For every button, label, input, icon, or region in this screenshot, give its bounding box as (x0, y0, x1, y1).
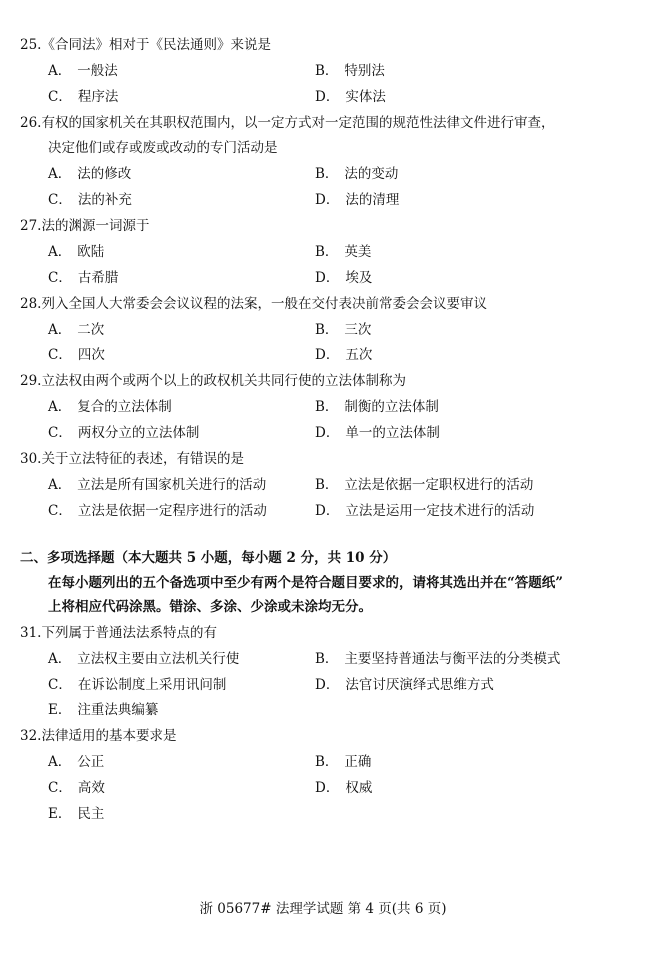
section-heading: 二、多项选择题（本大题共 5 小题，每小题 2 分，共 10 分） (20, 550, 397, 566)
option-text: 程序法 (77, 89, 119, 105)
option-text: 法的变动 (344, 166, 399, 182)
option-text: 二次 (77, 322, 105, 338)
option-text: 正确 (344, 754, 372, 770)
option-text: 法官讨厌演绎式思维方式 (345, 677, 494, 693)
option-e (48, 805, 104, 823)
question-number: 25. (20, 37, 42, 53)
question-stem (20, 114, 554, 132)
option-text: 欧陆 (77, 244, 105, 260)
option-b (315, 243, 371, 261)
option-c (48, 779, 105, 797)
option-text: 实体法 (345, 89, 386, 105)
option-letter: A． (48, 166, 72, 182)
option-b (315, 476, 533, 494)
section-instructions: 在每小题列出的五个备选项中至少有两个是符合题目要求的，请将其选出并在“答题纸” (48, 575, 564, 591)
option-b (315, 62, 385, 80)
option-letter: B． (315, 166, 339, 182)
option-d (315, 346, 372, 364)
option-letter: B． (315, 244, 339, 260)
option-a (48, 165, 131, 183)
option-c (48, 346, 105, 364)
option-text: 立法是所有国家机关进行的活动 (77, 477, 267, 493)
option-text: 高效 (77, 780, 105, 796)
option-text: 法的修改 (77, 166, 132, 182)
option-text: 立法是依据一定职权进行的活动 (344, 477, 534, 493)
option-letter: C． (48, 270, 72, 286)
option-text: 立法权主要由立法机关行使 (77, 651, 240, 667)
option-d (315, 88, 386, 106)
option-letter: C． (48, 503, 72, 519)
option-d (315, 191, 399, 209)
option-d (315, 269, 372, 287)
option-text: 公正 (77, 754, 105, 770)
option-a (48, 398, 172, 416)
question-number: 31. (20, 625, 42, 641)
option-text: 埃及 (345, 270, 373, 286)
option-letter: C． (48, 192, 72, 208)
option-b (315, 753, 371, 771)
question-text: 立法权由两个或两个以上的政权机关共同行使的立法体制称为 (41, 373, 406, 389)
option-text: 特别法 (344, 63, 385, 79)
question-stem (20, 624, 217, 642)
option-a (48, 321, 104, 339)
option-text: 古希腊 (77, 270, 119, 286)
option-d (315, 779, 372, 797)
option-letter: C． (48, 89, 72, 105)
option-c (48, 676, 226, 694)
option-letter: E． (48, 702, 72, 718)
option-letter: B． (315, 651, 339, 667)
option-a (48, 476, 266, 494)
option-letter: B． (315, 754, 339, 770)
option-letter: B． (315, 322, 339, 338)
option-letter: B． (315, 63, 339, 79)
option-e (48, 701, 158, 719)
option-d (315, 424, 440, 442)
option-text: 法的补充 (77, 192, 132, 208)
option-text: 主要坚持普通法与衡平法的分类模式 (344, 651, 561, 667)
option-letter: D． (315, 677, 340, 693)
question-stem (20, 727, 176, 745)
question-stem (20, 450, 244, 468)
option-text: 注重法典编纂 (77, 702, 159, 718)
question-stem (20, 372, 406, 390)
option-text: 三次 (344, 322, 372, 338)
option-letter: A． (48, 754, 72, 770)
option-text: 英美 (344, 244, 372, 260)
question-number: 28. (20, 296, 42, 312)
option-letter: B． (315, 399, 339, 415)
option-letter: A． (48, 651, 72, 667)
section-instructions-continued: 上将相应代码涂黑。错涂、多涂、少涂或未涂均无分。 (48, 599, 372, 615)
option-text: 四次 (77, 347, 105, 363)
option-text: 两权分立的立法体制 (77, 425, 200, 441)
option-a (48, 243, 104, 261)
question-number: 26. (20, 115, 42, 131)
option-d (315, 676, 494, 694)
option-text: 在诉讼制度上采用讯问制 (77, 677, 227, 693)
option-letter: A． (48, 399, 72, 415)
question-text: 列入全国人大常委会会议议程的法案，一般在交付表决前常委会会议要审议 (41, 296, 487, 312)
option-d (315, 502, 534, 520)
option-c (48, 502, 267, 520)
option-letter: A． (48, 477, 72, 493)
question-number: 32. (20, 728, 42, 744)
option-c (48, 269, 118, 287)
option-letter: C． (48, 425, 72, 441)
option-a (48, 650, 239, 668)
option-text: 立法是运用一定技术进行的活动 (345, 503, 535, 519)
option-letter: A． (48, 322, 72, 338)
option-letter: D． (315, 192, 340, 208)
question-text: 法的渊源一词源于 (41, 218, 150, 234)
option-letter: D． (315, 89, 340, 105)
option-c (48, 191, 132, 209)
option-letter: D． (315, 270, 340, 286)
option-a (48, 62, 118, 80)
question-text: 法律适用的基本要求是 (41, 728, 177, 744)
option-b (315, 165, 398, 183)
option-letter: B． (315, 477, 339, 493)
question-stem (20, 217, 149, 235)
option-letter: D． (315, 503, 340, 519)
option-letter: C． (48, 780, 72, 796)
question-number: 30. (20, 451, 42, 467)
question-stem (20, 295, 487, 313)
option-letter: E． (48, 806, 72, 822)
question-text: 关于立法特征的表述，有错误的是 (41, 451, 244, 467)
option-letter: D． (315, 780, 340, 796)
question-stem (20, 36, 271, 54)
option-text: 五次 (345, 347, 373, 363)
option-letter: C． (48, 677, 72, 693)
option-text: 单一的立法体制 (345, 425, 440, 441)
option-c (48, 88, 118, 106)
option-letter: D． (315, 425, 340, 441)
option-b (315, 650, 560, 668)
option-text: 一般法 (77, 63, 118, 79)
question-text: 《合同法》相对于《民法通则》来说是 (41, 37, 271, 53)
option-a (48, 753, 104, 771)
option-text: 复合的立法体制 (77, 399, 172, 415)
option-b (315, 321, 371, 339)
option-text: 制衡的立法体制 (344, 399, 439, 415)
page-footer: 浙 05677# 法理学试题 第 4 页(共 6 页) (199, 901, 447, 917)
option-letter: A． (48, 63, 72, 79)
option-letter: C． (48, 347, 72, 363)
option-letter: A． (48, 244, 72, 260)
question-text: 有权的国家机关在其职权范围内，以一定方式对一定范围的规范性法律文件进行审查， (41, 115, 555, 131)
question-number: 29. (20, 373, 42, 389)
option-letter: D． (315, 347, 340, 363)
question-stem-continued: 决定他们或存或废或改动的专门活动是 (48, 140, 278, 156)
option-text: 立法是依据一定程序进行的活动 (77, 503, 267, 519)
option-text: 权威 (345, 780, 373, 796)
option-b (315, 398, 439, 416)
option-text: 民主 (77, 806, 105, 822)
question-text: 下列属于普通法法系特点的有 (41, 625, 217, 641)
option-c (48, 424, 199, 442)
question-number: 27. (20, 218, 42, 234)
option-text: 法的清理 (345, 192, 400, 208)
